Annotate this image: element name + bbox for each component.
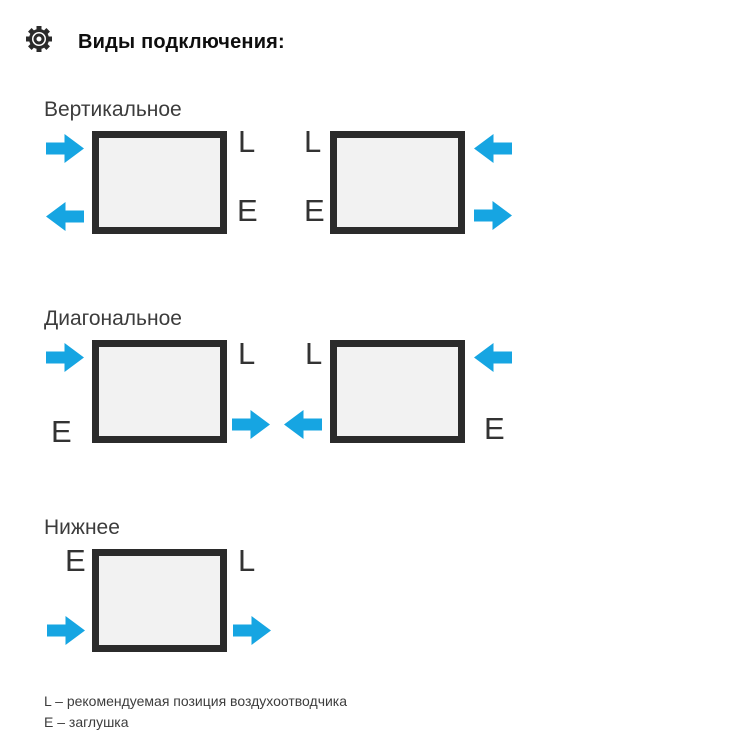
flow-arrow-outlet-right <box>233 615 271 646</box>
flow-arrow-inlet-right <box>46 133 84 164</box>
section-label-diagonal: Диагональное <box>44 307 182 330</box>
gear-icon <box>24 24 54 54</box>
port-label-L: L <box>238 543 256 578</box>
section-label-vertical: Вертикальное <box>44 98 182 121</box>
flow-arrow-inlet-left <box>474 133 512 164</box>
page-title: Виды подключения: <box>78 31 285 53</box>
radiator-box <box>92 549 227 652</box>
port-label-L: L <box>304 124 322 159</box>
port-label-E: E <box>304 193 325 228</box>
radiator-box <box>92 340 227 443</box>
flow-arrow-outlet-left <box>46 201 84 232</box>
port-label-E: E <box>237 193 258 228</box>
flow-arrow-inlet-left <box>474 342 512 373</box>
flow-arrow-inlet-right <box>46 342 84 373</box>
radiator-box <box>330 131 465 234</box>
flow-arrow-inlet-right <box>47 615 85 646</box>
flow-arrow-outlet-left <box>284 409 322 440</box>
legend-line-air-vent: L – рекомендуемая позиция воздухоотводчика <box>44 693 348 709</box>
port-label-L: L <box>238 336 256 371</box>
port-label-E: E <box>484 411 505 446</box>
legend-line-plug: E – заглушка <box>44 714 129 730</box>
port-label-L: L <box>305 336 323 371</box>
flow-arrow-outlet-right <box>232 409 270 440</box>
port-label-E: E <box>65 543 86 578</box>
radiator-box <box>92 131 227 234</box>
port-label-L: L <box>238 124 256 159</box>
port-label-E: E <box>51 414 72 449</box>
radiator-box <box>330 340 465 443</box>
section-label-bottom: Нижнее <box>44 516 120 539</box>
flow-arrow-outlet-right <box>474 200 512 231</box>
